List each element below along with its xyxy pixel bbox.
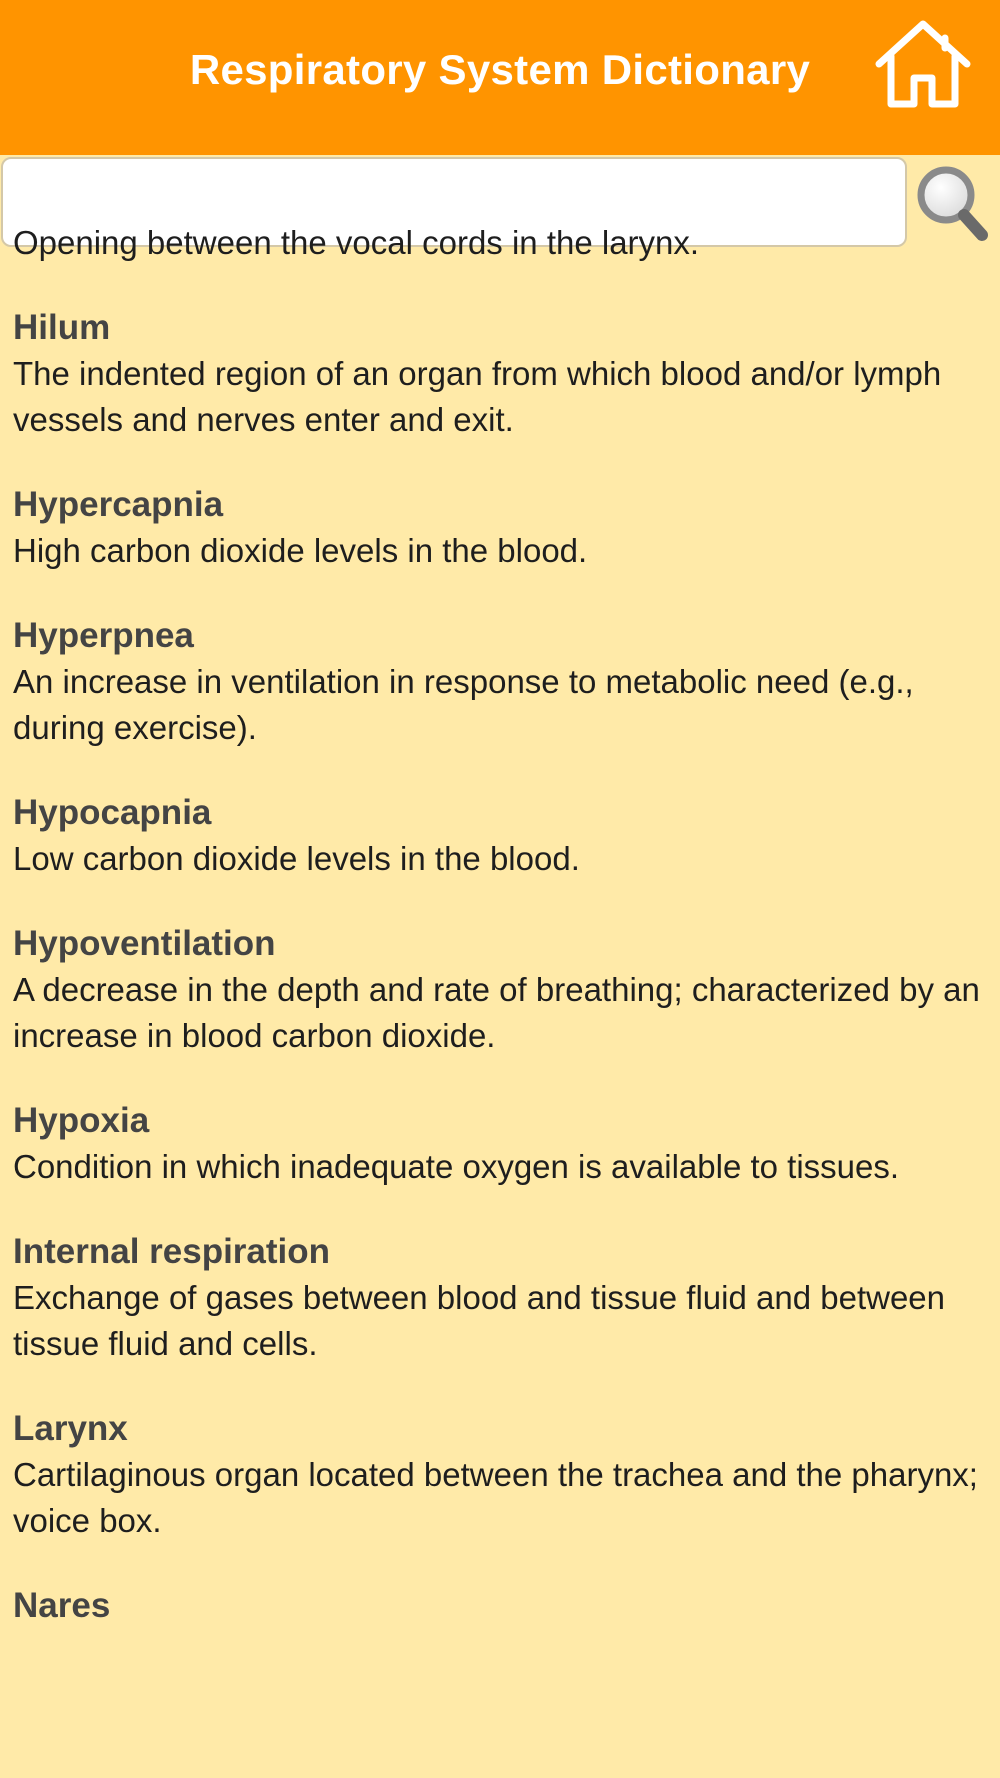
entries-container	[13, 220, 988, 1668]
dictionary-entry	[13, 921, 988, 1059]
entry-term: Hypercapnia	[13, 485, 224, 524]
home-button[interactable]	[873, 18, 973, 110]
entry-term: Hypoventilation	[13, 924, 276, 963]
entry-term: Hilum	[13, 308, 111, 347]
dictionary-entry	[13, 613, 988, 751]
dictionary-entry	[13, 1406, 988, 1544]
dictionary-entry	[13, 1229, 988, 1367]
entry-term: Hyperpnea	[13, 616, 194, 655]
dictionary-list[interactable]	[0, 224, 1000, 1778]
entry-definition: Exchange of gases between blood and tissue fluid and between tissue fluid and cells.	[13, 1279, 946, 1362]
entry-definition: Condition in which inadequate oxygen is available to tissues.	[13, 1148, 900, 1185]
previous-definition: Opening between the vocal cords in the larynx.	[13, 224, 700, 261]
entry-definition: Low carbon dioxide levels in the blood.	[13, 840, 580, 877]
entry-term: Hypoxia	[13, 1101, 150, 1140]
dictionary-entry	[13, 482, 988, 574]
entry-definition: Cartilaginous organ located between the trachea and the pharynx; voice box.	[13, 1456, 978, 1539]
entry-term: Nares	[13, 1586, 111, 1625]
page-title: Respiratory System Dictionary	[189, 46, 811, 93]
entry-term: Hypocapnia	[13, 793, 212, 832]
home-icon	[873, 18, 973, 110]
entry-term: Larynx	[13, 1409, 128, 1448]
app-header	[0, 0, 1000, 155]
dictionary-entry	[13, 1098, 988, 1190]
dictionary-entry	[13, 305, 988, 443]
entry-definition: A decrease in the depth and rate of breathing; characterized by an increase in blood carbon dioxide.	[13, 971, 980, 1054]
entry-term: Internal respiration	[13, 1232, 331, 1271]
dictionary-entry	[13, 790, 988, 882]
entry-definition: The indented region of an organ from which blood and/or lymph vessels and nerves enter and exit.	[13, 355, 942, 438]
entry-definition: An increase in ventilation in response to metabolic need (e.g., during exercise).	[13, 663, 914, 746]
entry-definition: High carbon dioxide levels in the blood.	[13, 532, 588, 569]
dictionary-entry	[13, 1583, 988, 1629]
